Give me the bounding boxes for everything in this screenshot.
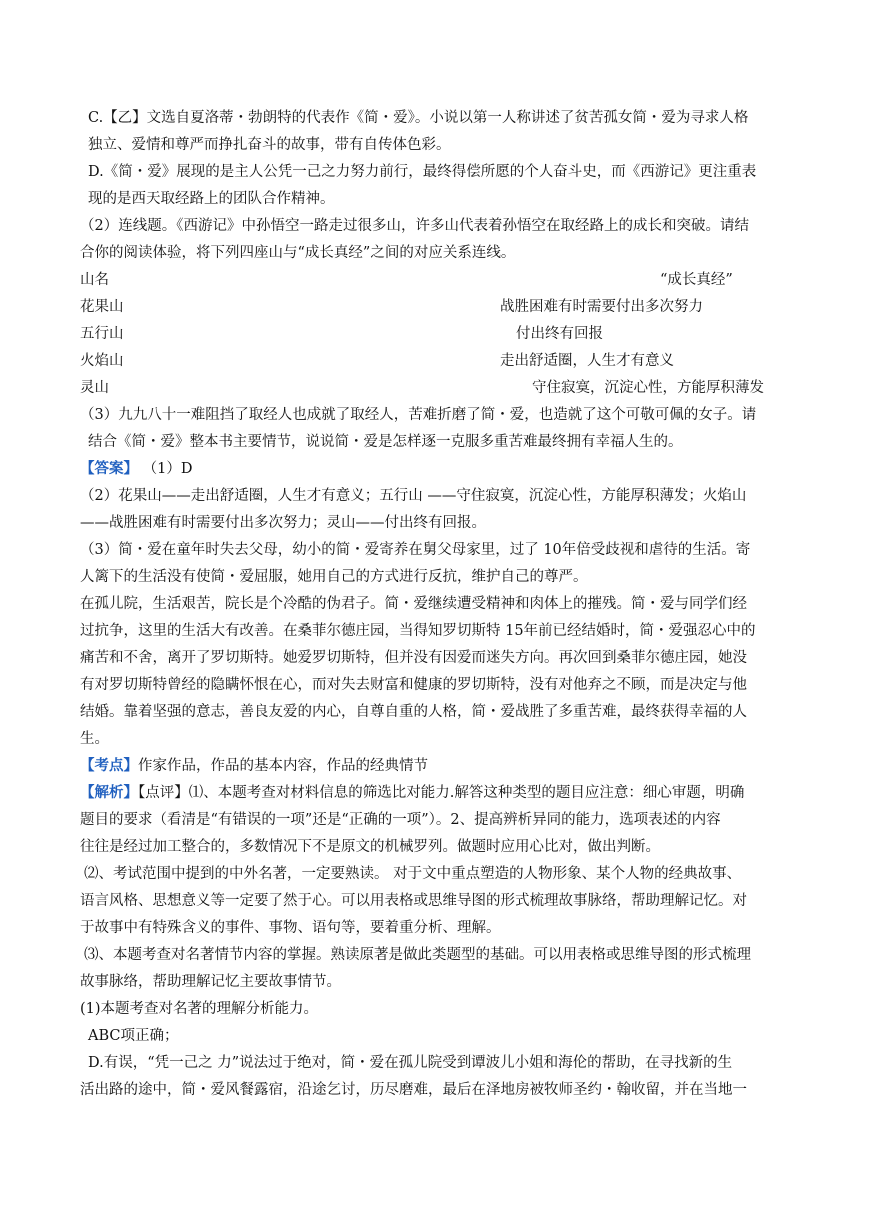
text-run: C.【乙】文选自夏洛蒂・勃朗特的代表作《简・爱》。小说以第一人称讲述了贫苦孤女简・爱为寻求人格 bbox=[88, 110, 749, 126]
text-run: 山名 bbox=[80, 272, 109, 288]
line-text bbox=[80, 513, 486, 533]
text-run: 灵山 bbox=[80, 380, 109, 396]
text-run: 现的是西天取经路上的团队合作精神。 bbox=[88, 191, 335, 207]
text-run: ——战胜困难有时需要付出多次努力；灵山——付出终有回报。 bbox=[80, 515, 486, 531]
text-run: (1)本题考查对名著的理解分析能力。 bbox=[80, 1001, 319, 1017]
section-label: 【考点】 bbox=[80, 757, 138, 774]
text-run: ⑶、本题考查对名著情节内容的掌握。熟读原著是做此类题型的基础。可以用表格或思维导图的形式梳理 bbox=[84, 947, 751, 963]
line-text bbox=[80, 216, 749, 236]
line-text bbox=[80, 297, 124, 317]
line-text bbox=[80, 594, 747, 614]
text-run: （3）简・爱在童年时失去父母，幼小的简・爱寄养在舅父母家里，过了 10年倍受歧视和虐待的生活。寄 bbox=[80, 542, 751, 558]
line-text bbox=[80, 891, 747, 911]
line-text bbox=[80, 999, 318, 1019]
line-text bbox=[80, 270, 109, 290]
text-run: 有对罗切斯特曾经的隐瞒怀恨在心，而对失去财富和健康的罗切斯特，没有对他弃之不顾，而是决定与他 bbox=[80, 677, 747, 693]
text-run: 结婚。靠着坚强的意志，善良友爱的内心，自尊自重的人格，简・爱战胜了多重苦难，最终获得幸福的人 bbox=[80, 704, 747, 720]
text-run: （2）花果山——走出舒适圈，人生才有意义；五行山 ——守住寂寞，沉淀心性，方能厚积薄发；火焰山 bbox=[80, 488, 747, 504]
line-text bbox=[80, 567, 588, 587]
text-run: ⑵、考试范围中提到的中外名著，一定要熟读。 对于文中重点塑造的人物形象、某个人物的经典故事、 bbox=[84, 866, 742, 882]
line-text bbox=[80, 540, 750, 560]
line-text bbox=[88, 108, 748, 128]
line-text bbox=[88, 1026, 179, 1046]
match-option-text: 守住寂寞，沉淀心性，方能厚积薄发 bbox=[532, 380, 764, 396]
line-text bbox=[80, 837, 660, 857]
line-text bbox=[80, 756, 428, 776]
text-run: （2）连线题。《西游记》中孙悟空一路走过很多山，许多山代表着孙悟空在取经路上的成长和突破。请结 bbox=[80, 218, 749, 234]
text-run: 结合《简・爱》整本书主要情节，说说简・爱是怎样逐一克服多重苦难最终拥有幸福人生的。 bbox=[88, 434, 683, 450]
line-text bbox=[84, 864, 741, 884]
line-text bbox=[80, 621, 756, 641]
text-run: 痛苦和不舍，离开了罗切斯特。她爱罗切斯特，但并没有因爱而迷失方向。再次回到桑菲尔德庄园，她没 bbox=[80, 650, 747, 666]
text-run: 活出路的途中，简・爱风餐露宿，沿途乞讨，历尽磨难，最后在泽地房被牧师圣约・翰收留，并在当地一 bbox=[80, 1082, 747, 1098]
line-text bbox=[80, 405, 756, 425]
text-run: 过抗争，这里的生活大有改善。在桑菲尔德庄园，当得知罗切斯特 15年前已经结婚时，简・爱强忍心中的 bbox=[80, 623, 756, 639]
text-run: 合你的阅读体验，将下列四座山与“成长真经”之间的对应关系连线。 bbox=[80, 245, 516, 261]
text-run: 题目的要求（看清是“有错误的一项”还是“正确的一项”）。2、提高辨析异同的能力，选项表述的内容 bbox=[80, 812, 721, 828]
line-text bbox=[80, 648, 747, 668]
text-run: 五行山 bbox=[80, 326, 124, 342]
text-run: 独立、爱情和尊严而挣扎奋斗的故事，带有自传体色彩。 bbox=[88, 137, 451, 153]
line-text bbox=[80, 486, 746, 506]
match-option-text: 付出终有回报 bbox=[516, 326, 603, 342]
section-label: 【解析】 bbox=[80, 784, 138, 801]
text-run: 火焰山 bbox=[80, 353, 124, 369]
text-run: 于故事中有特殊含义的事件、事物、语句等，要着重分析、理解。 bbox=[80, 920, 501, 936]
text-run: 往往是经过加工整合的，多数情况下不是原文的机械罗列。做题时应用心比对，做出判断。 bbox=[80, 839, 660, 855]
line-text bbox=[80, 918, 501, 938]
match-option-text: 走出舒适圈，人生才有意义 bbox=[500, 353, 674, 369]
match-option-text: 战胜困难有时需要付出多次努力 bbox=[500, 299, 703, 315]
line-text bbox=[88, 162, 756, 182]
text-run: D.《简・爱》展现的是主人公凭一己之力努力前行，最终得偿所愿的个人奋斗史，而《西游记》更注重表 bbox=[88, 164, 757, 180]
line-text bbox=[80, 783, 744, 803]
text-run: 【点评】⑴、本题考查对材料信息的筛选比对能力.解答这种类型的题目应注意：细心审题，明确 bbox=[138, 785, 745, 801]
line-text bbox=[88, 432, 683, 452]
line-text bbox=[80, 729, 109, 749]
text-run: （3）九九八十一难阻挡了取经人也成就了取经人，苦难折磨了简・爱，也造就了这个可敬可佩的女子。请 bbox=[80, 407, 757, 423]
text-run: ABC项正确； bbox=[88, 1028, 179, 1044]
line-text bbox=[80, 1080, 747, 1100]
line-text bbox=[88, 135, 451, 155]
line-text bbox=[80, 351, 124, 371]
line-text bbox=[80, 702, 747, 722]
line-text bbox=[80, 972, 341, 992]
text-run: 语言风格、思想意义等一定要了然于心。可以用表格或思维导图的形式梳理故事脉络，帮助理解记忆。对 bbox=[80, 893, 747, 909]
line-text bbox=[80, 459, 192, 479]
text-run: （1）D bbox=[138, 461, 193, 477]
line-text bbox=[80, 324, 124, 344]
line-text bbox=[88, 189, 335, 209]
line-text bbox=[80, 378, 109, 398]
section-label: 【答案】 bbox=[80, 460, 138, 477]
line-text bbox=[80, 675, 747, 695]
text-run: D.有误，“凭一己之 力”说法过于绝对，简・爱在孤儿院受到谭波儿小姐和海伦的帮助，在寻找新的生 bbox=[88, 1055, 733, 1071]
text-run: 作家作品，作品的基本内容，作品的经典情节 bbox=[138, 758, 428, 774]
line-text bbox=[84, 945, 751, 965]
line-text bbox=[80, 243, 515, 263]
text-run: 花果山 bbox=[80, 299, 124, 315]
text-run: 故事脉络，帮助理解记忆主要故事情节。 bbox=[80, 974, 341, 990]
line-text bbox=[88, 1053, 732, 1073]
match-option-text: “成长真经” bbox=[660, 272, 733, 288]
text-run: 人篱下的生活没有使简・爱屈服，她用自己的方式进行反抗，维护自己的尊严。 bbox=[80, 569, 588, 585]
text-run: 生。 bbox=[80, 731, 109, 747]
line-text bbox=[80, 810, 721, 830]
text-run: 在孤儿院，生活艰苦，院长是个冷酷的伪君子。简・爱继续遭受精神和肉体上的摧残。简・爱与同学们经 bbox=[80, 596, 747, 612]
